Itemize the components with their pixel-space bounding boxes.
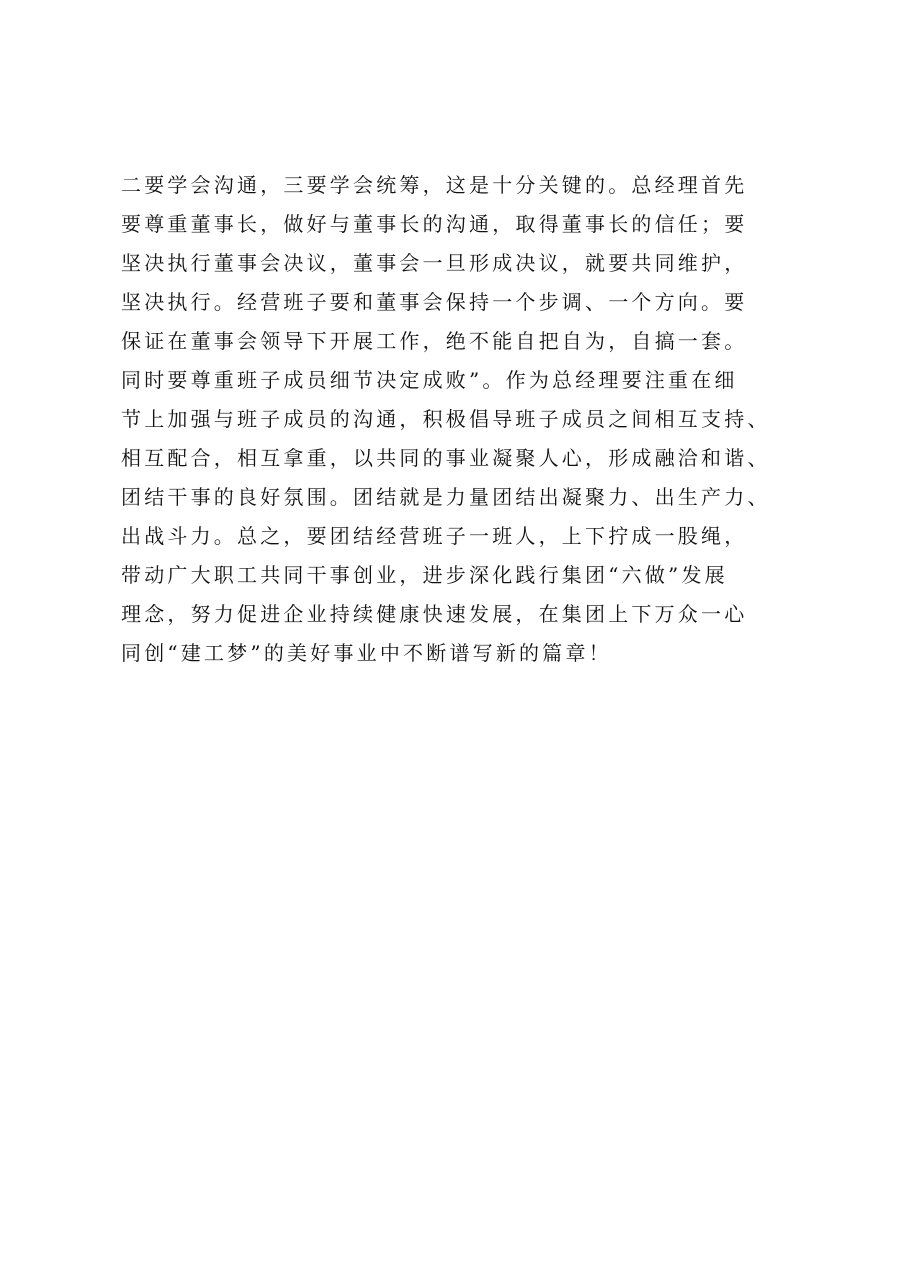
text-line: 坚决执行董事会决议，董事会一旦形成决议，就要共同维护，	[121, 251, 748, 275]
text-line: 带动广大职工共同干事创业，进步深化践行集团“六做”发展	[121, 563, 728, 587]
text-line: 要尊重董事长，做好与董事长的沟通，取得董事长的信任；要	[121, 212, 748, 236]
text-line: 理念，努力促进企业持续健康快速发展，在集团上下万众一心	[121, 602, 748, 626]
text-line: 同创“建工梦”的美好事业中不断谱写新的篇章！	[121, 641, 612, 665]
text-line: 出战斗力。总之，要团结经营班子一班人，上下拧成一股绳，	[121, 524, 748, 548]
text-line: 节上加强与班子成员的沟通，积极倡导班子成员之间相互支持、	[121, 407, 771, 431]
text-line: 保证在董事会领导下开展工作，绝不能自把自为，自搞一套。	[121, 329, 748, 353]
text-line: 二要学会沟通，三要学会统筹，这是十分关键的。总经理首先	[121, 173, 748, 197]
text-line: 相互配合，相互拿重，以共同的事业凝聚人心，形成融洽和谐、	[121, 446, 771, 470]
text-line: 同时要尊重班子成员细节决定成败”。作为总经理要注重在细	[121, 368, 738, 392]
body-paragraph	[121, 166, 841, 673]
text-line: 团结干事的良好氛围。团结就是力量团结出凝聚力、出生产力、	[121, 485, 771, 509]
text-line: 坚决执行。经营班子要和董事会保持一个步调、一个方向。要	[121, 290, 748, 314]
